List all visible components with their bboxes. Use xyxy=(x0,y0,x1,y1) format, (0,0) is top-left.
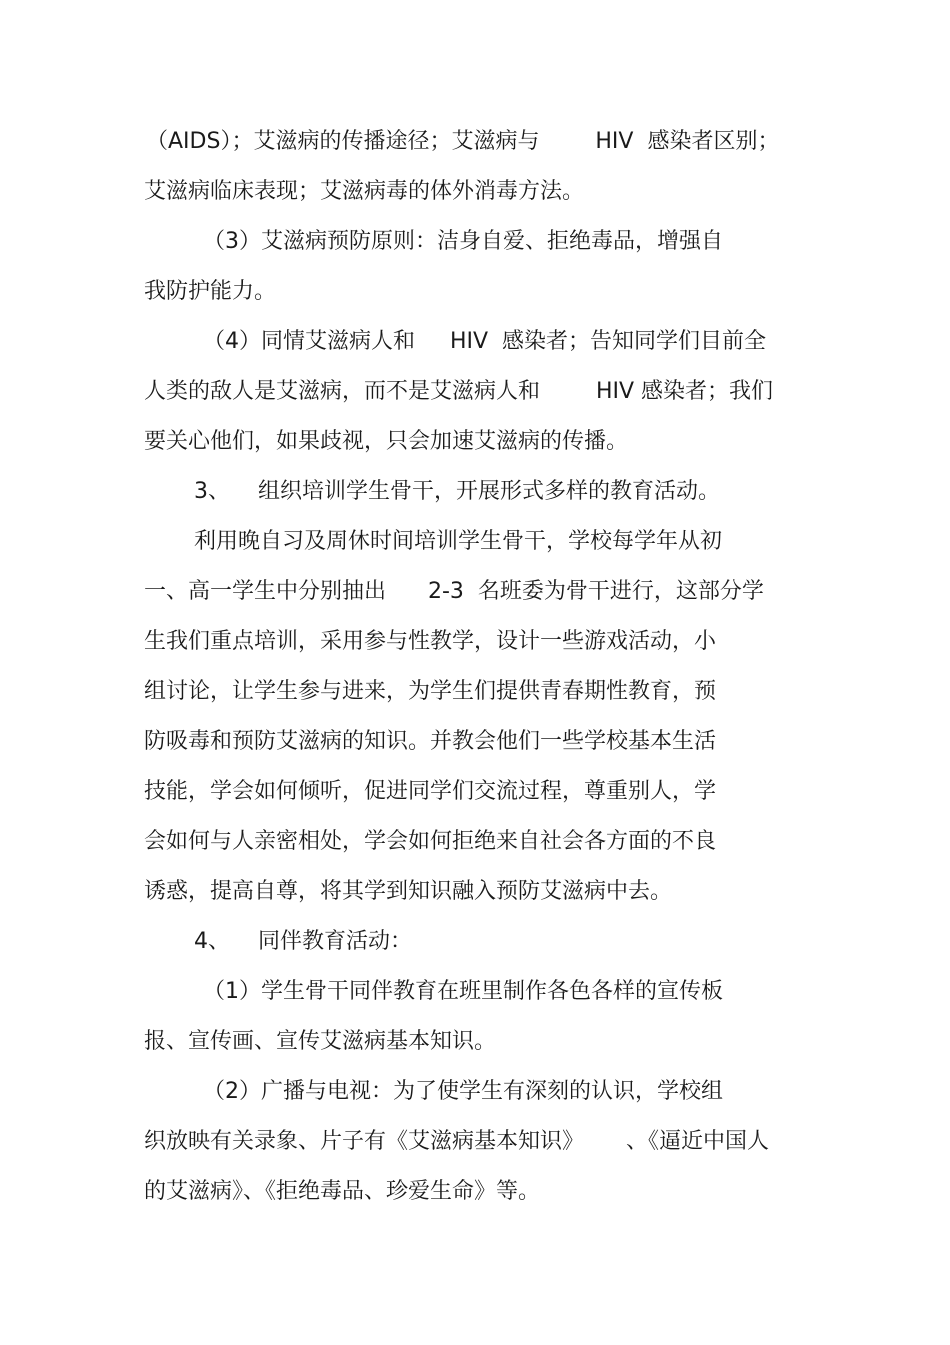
text-line: （3）艾滋病预防原则：洁身自爱、拒绝毒品，增强自 xyxy=(203,229,723,254)
text-line: 组讨论，让学生参与进来，为学生们提供青春期性教育，预 xyxy=(144,679,717,704)
text-line: （AIDS）；艾滋病的传播途径；艾滋病与 HIV 感染者区别； xyxy=(146,129,780,154)
text-line: 人类的敌人是艾滋病，而不是艾滋病人和 HIV 感染者；我们 xyxy=(144,379,774,404)
text-line: 会如何与人亲密相处，学会如何拒绝来自社会各方面的不良 xyxy=(144,829,717,854)
text-line: 艾滋病临床表现；艾滋病毒的体外消毒方法。 xyxy=(144,179,585,204)
text-line: 诱惑，提高自尊，将其学到知识融入预防艾滋病中去。 xyxy=(144,879,673,904)
text-line: 织放映有关录象、片子有《艾滋病基本知识》 、《逼近中国人 xyxy=(144,1129,769,1154)
text-line: 我防护能力。 xyxy=(144,279,277,304)
text-line: （4）同情艾滋病人和 HIV 感染者；告知同学们目前全 xyxy=(203,329,767,354)
text-line: 技能，学会如何倾听，促进同学们交流过程，尊重别人，学 xyxy=(144,779,717,804)
text-line: 利用晚自习及周休时间培训学生骨干，学校每学年从初 xyxy=(194,529,723,554)
text-line: 防吸毒和预防艾滋病的知识。并教会他们一些学校基本生活 xyxy=(144,729,717,754)
text-line: 报、宣传画、宣传艾滋病基本知识。 xyxy=(144,1029,497,1054)
text-line: 一、高一学生中分别抽出 2-3 名班委为骨干进行，这部分学 xyxy=(144,579,764,604)
section-heading: 4、 同伴教育活动： xyxy=(194,929,412,954)
section-heading: 3、 组织培训学生骨干，开展形式多样的教育活动。 xyxy=(194,479,720,504)
text-line: 的艾滋病》、《拒绝毒品、珍爱生命》等。 xyxy=(144,1179,541,1204)
text-line: （2）广播与电视：为了使学生有深刻的认识，学校组 xyxy=(203,1079,723,1104)
text-line: 生我们重点培训，采用参与性教学，设计一些游戏活动，小 xyxy=(144,629,717,654)
text-line: 要关心他们，如果歧视，只会加速艾滋病的传播。 xyxy=(144,429,629,454)
text-line: （1）学生骨干同伴教育在班里制作各色各样的宣传板 xyxy=(203,979,723,1004)
